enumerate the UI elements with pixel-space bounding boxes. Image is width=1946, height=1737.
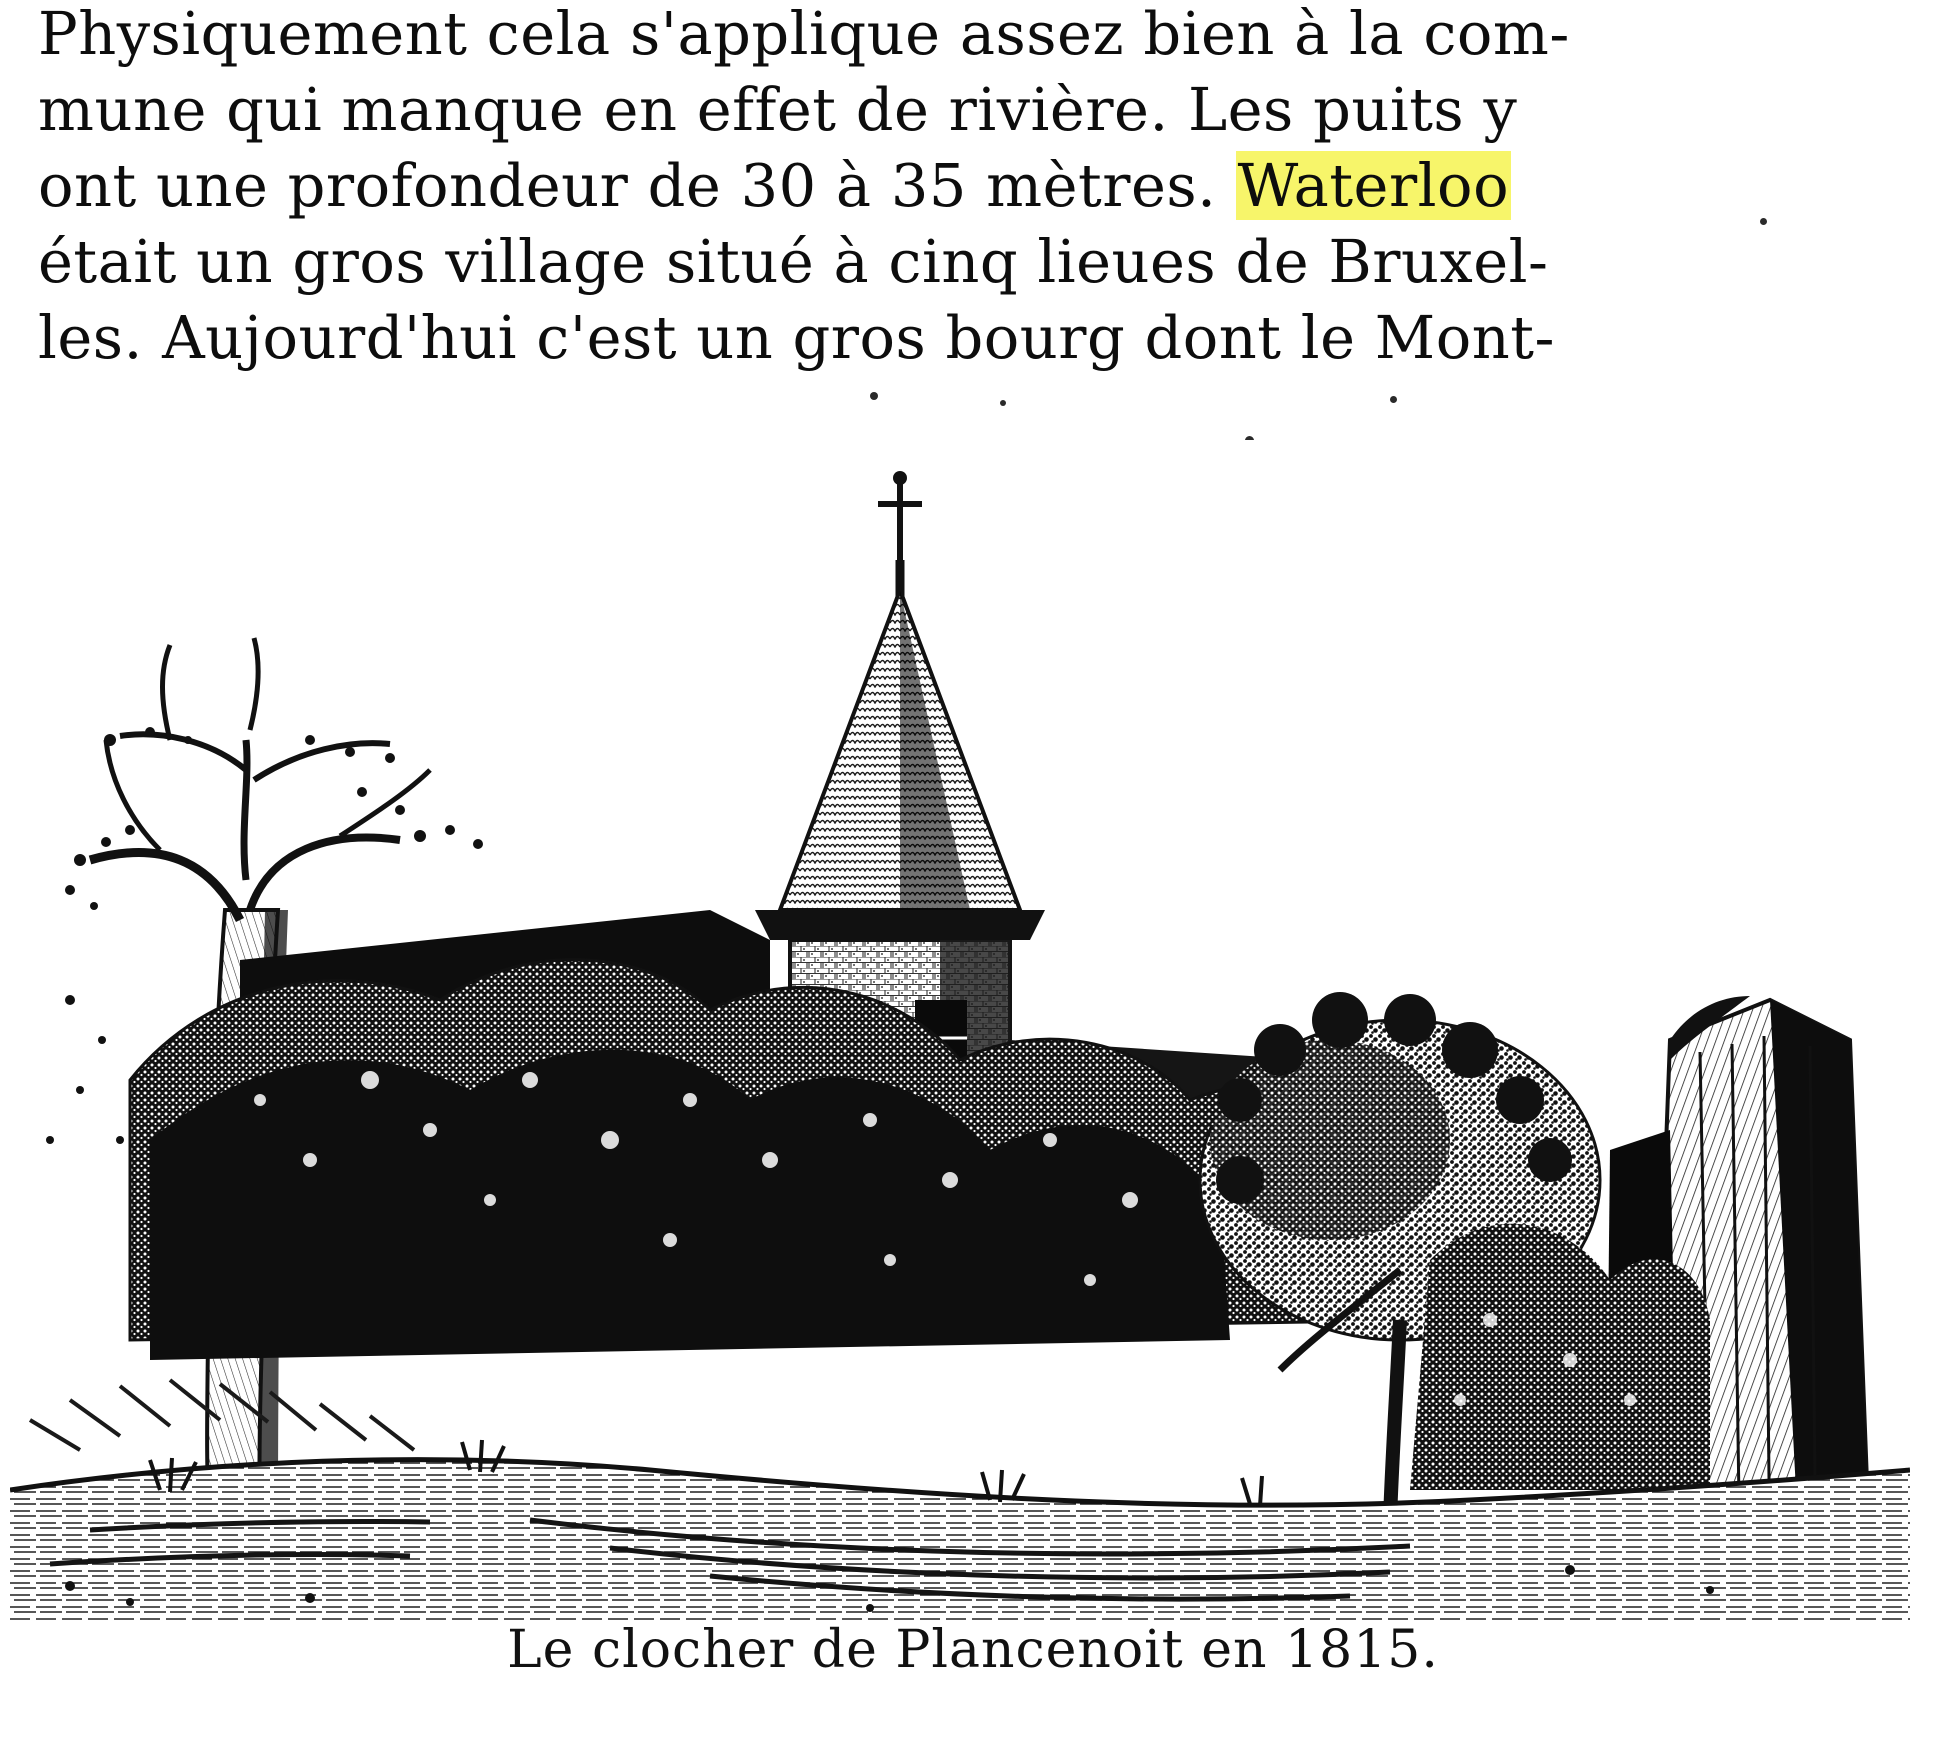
text-line-4: était un gros village situé à cinq lieues de Bruxel-	[38, 227, 1549, 296]
text-line-5: les. Aujourd'hui c'est un gros bourg dont le Mont-	[38, 303, 1555, 372]
text-line-3	[38, 148, 1848, 224]
text-line-3-prefix: ont une profondeur de 30 à 35 mètres.	[38, 151, 1236, 220]
paragraph-text	[38, 0, 1848, 376]
figure-caption: Le clocher de Plancenoit en 1815.	[507, 1620, 1439, 1680]
engraving-illustration	[10, 440, 1910, 1620]
scan-speck	[1000, 400, 1006, 406]
scan-speck	[1760, 218, 1767, 225]
engraving-svg	[10, 440, 1910, 1620]
scan-speck	[1390, 396, 1397, 403]
scan-speck	[870, 392, 878, 400]
text-line-1: Physiquement cela s'applique assez bien à la com-	[38, 0, 1570, 68]
highlighted-term-waterloo: Waterloo	[1237, 151, 1510, 220]
text-line-2: mune qui manque en effet de rivière. Les puits y	[38, 75, 1518, 144]
